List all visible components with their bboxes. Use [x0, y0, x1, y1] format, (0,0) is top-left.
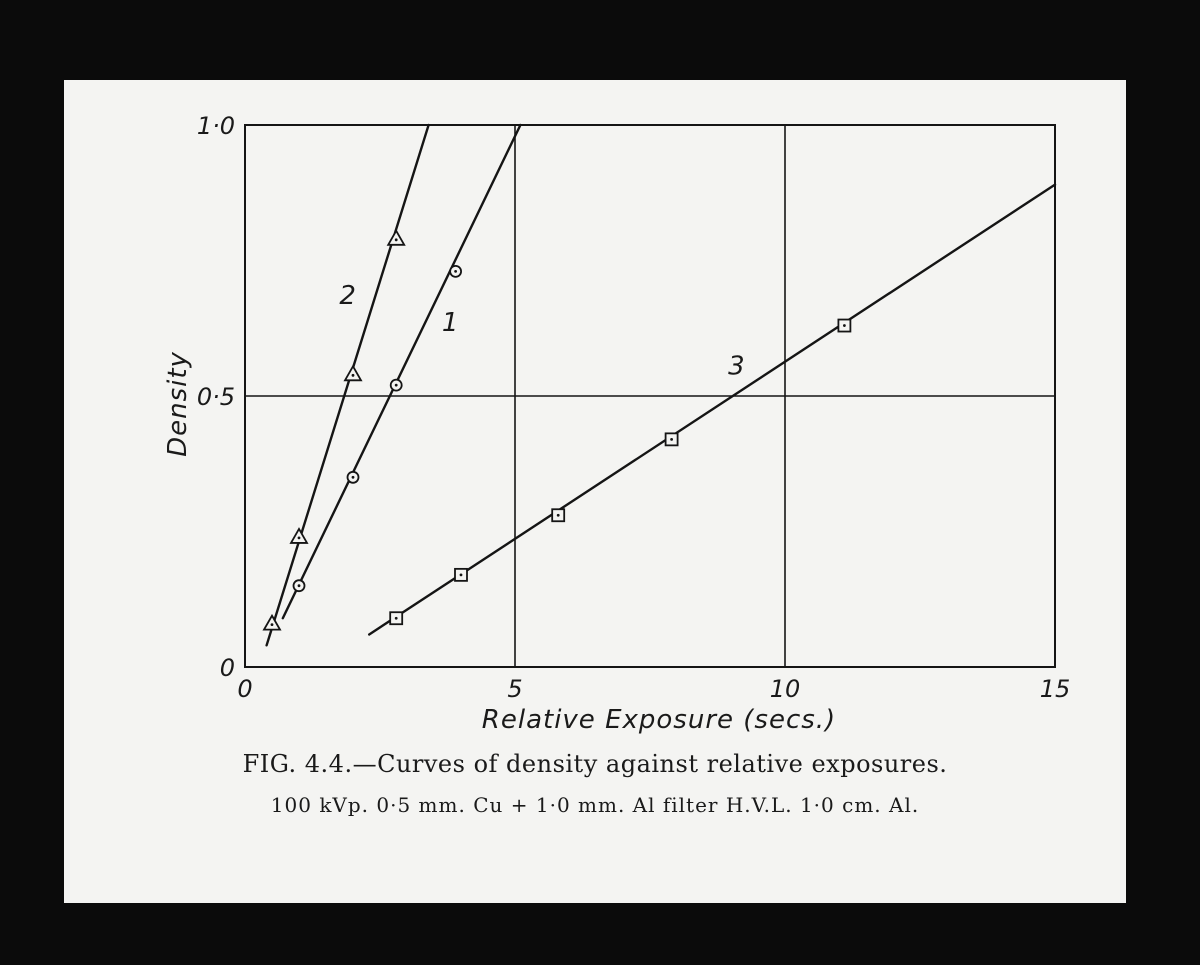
- x-tick-label: 5: [507, 675, 523, 703]
- y-tick-label: 1·0: [196, 112, 235, 140]
- grid-lines: [245, 125, 1055, 667]
- data-point-triangle: [388, 231, 404, 245]
- x-tick-label: 15: [1039, 675, 1071, 703]
- series-group: [264, 125, 1055, 645]
- data-point-dot: [395, 238, 398, 241]
- data-point-dot: [271, 623, 274, 626]
- data-point-dot: [395, 617, 398, 620]
- data-point-dot: [670, 438, 673, 441]
- figure-caption-title: FIG. 4.4.—Curves of density against relative exposures.: [242, 750, 948, 778]
- data-point-dot: [298, 584, 301, 587]
- series-1: [283, 125, 521, 618]
- data-point-dot: [557, 514, 560, 517]
- data-point-triangle: [264, 616, 280, 630]
- series-line: [267, 125, 429, 645]
- data-point-dot: [352, 374, 355, 377]
- y-axis-title: Density: [163, 351, 193, 457]
- figure-caption-details: 100 kVp. 0·5 mm. Cu + 1·0 mm. Al filter H.V.L. 1·0 cm. Al.: [270, 793, 920, 817]
- x-axis-title: Relative Exposure (secs.): [481, 705, 837, 735]
- x-tick-label: 10: [769, 675, 801, 703]
- data-point-triangle: [345, 366, 361, 380]
- series-label: 2: [339, 280, 356, 311]
- y-tick-label: 0·5: [196, 383, 235, 411]
- series-line: [283, 125, 521, 618]
- y-tick-label: 0: [219, 654, 235, 682]
- data-point-dot: [460, 573, 463, 576]
- series-3: [369, 185, 1055, 635]
- data-point-dot: [843, 324, 846, 327]
- data-point-dot: [298, 537, 301, 540]
- series-line: [369, 185, 1055, 635]
- data-point-triangle: [291, 529, 307, 543]
- x-tick-label: 0: [237, 675, 253, 703]
- data-point-dot: [352, 476, 355, 479]
- data-point-dot: [454, 270, 457, 273]
- series-label: 3: [728, 351, 745, 382]
- series-label: 1: [441, 307, 459, 338]
- tick-labels: [197, 112, 1070, 703]
- data-point-dot: [395, 384, 398, 387]
- series-2: [264, 125, 429, 645]
